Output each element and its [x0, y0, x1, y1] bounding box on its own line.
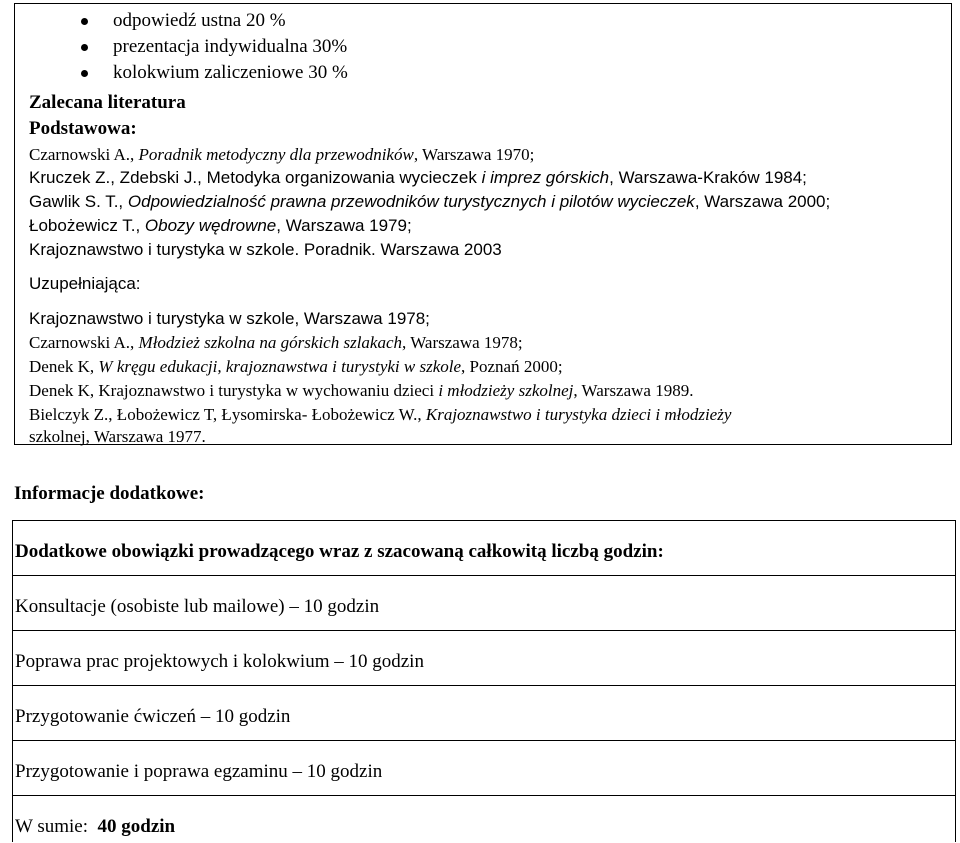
basic-entry-2: Kruczek Z., Zdebski J., Metodyka organizowania wycieczek i imprez górskich, Warszawa-Kraków 1984;	[29, 168, 807, 187]
duties-table	[12, 520, 956, 842]
supp-entry-1: Krajoznawstwo i turystyka w szkole, Warszawa 1978;	[29, 309, 430, 328]
table-row: Przygotowanie i poprawa egzaminu – 10 godzin	[13, 741, 955, 796]
bullet-icon	[81, 18, 88, 25]
table-row: Przygotowanie ćwiczeń – 10 godzin	[13, 686, 955, 741]
table-row: Poprawa prac projektowych i kolokwium – 10 godzin	[13, 631, 955, 686]
basic-entry-3: Gawlik S. T., Odpowiedzialność prawna przewodników turystycznych i pilotów wycieczek, Warszawa 2000;	[29, 192, 831, 211]
literature-heading: Zalecana literatura	[29, 92, 186, 113]
supp-entry-4: Denek K, Krajoznawstwo i turystyka w wychowaniu dzieci i młodzieży szkolnej, Warszawa 1989.	[29, 381, 694, 400]
total-row	[13, 796, 955, 843]
duties-heading-row	[13, 521, 955, 576]
basic-entry-4: Łobożewicz T., Obozy wędrowne, Warszawa 1979;	[29, 216, 412, 235]
total-value: 40 godzin	[97, 816, 176, 837]
basic-entry-1: Czarnowski A., Poradnik metodyczny dla przewodników, Warszawa 1970;	[29, 145, 535, 164]
bullet-icon	[81, 44, 88, 51]
supp-entry-5: Bielczyk Z., Łobożewicz T, Łysomirska- Łobożewicz W., Krajoznawstwo i turystyka dzieci i młodzieży	[29, 405, 732, 424]
supp-entry-3: Denek K, W kręgu edukacji, krajoznawstwa i turystyki w szkole, Poznań 2000;	[29, 357, 563, 376]
total-label: W sumie:	[15, 816, 89, 837]
basic-heading: Podstawowa:	[29, 118, 137, 139]
supp-entry-5-cont: szkolnej, Warszawa 1977.	[29, 427, 206, 446]
supp-entry-2: Czarnowski A., Młodzież szkolna na górskich szlakach, Warszawa 1978;	[29, 333, 523, 352]
supplementary-heading: Uzupełniająca:	[29, 274, 141, 293]
basic-entry-5: Krajoznawstwo i turystyka w szkole. Poradnik. Warszawa 2003	[29, 240, 502, 259]
duties-heading: Dodatkowe obowiązki prowadzącego wraz z szacowaną całkowitą liczbą godzin:	[15, 541, 664, 562]
info-title: Informacje dodatkowe:	[14, 483, 205, 504]
literature-box: odpowiedź ustna 20 % prezentacja indywidualna 30% kolokwium zaliczeniowe 30 % Zalecana literatura Podstawowa: Czarnowski A., Poradnik metodyczny dla przewodników, Warszawa 1970; Kruczek Z., Zdebski J., Metodyka organizowania wycieczek i imprez górskich, Warszawa-Kraków 1984; Gawlik S. T., Odpowiedzialność prawna przewodników turystycznych i pilotów wycieczek, Warszawa 2000; Łobożewicz T., Obozy wędrowne, Warszawa 1979; Krajoznawstwo i turystyka w szkole. Poradnik. Warszawa 2003 Uzupełniająca: Krajoznawstwo i turystyka w szkole, Warszawa 1978; Czarnowski A., Młodzież szkolna na górskich szlakach, Warszawa 1978; Denek K, W kręgu edukacji, krajoznawstwa i turystyki w szkole, Poznań 2000; Denek K, Krajoznawstwo i turystyka w wychowaniu dzieci i młodzieży szkolnej, Warszawa 1989. Bielczyk Z., Łobożewicz T, Łysomirska- Łobożewicz W., Krajoznawstwo i turystyka dzieci i młodzieży szkolnej, Warszawa 1977.	[14, 3, 952, 445]
table-row: Konsultacje (osobiste lub mailowe) – 10 godzin	[13, 576, 955, 631]
bullet-icon	[81, 70, 88, 77]
